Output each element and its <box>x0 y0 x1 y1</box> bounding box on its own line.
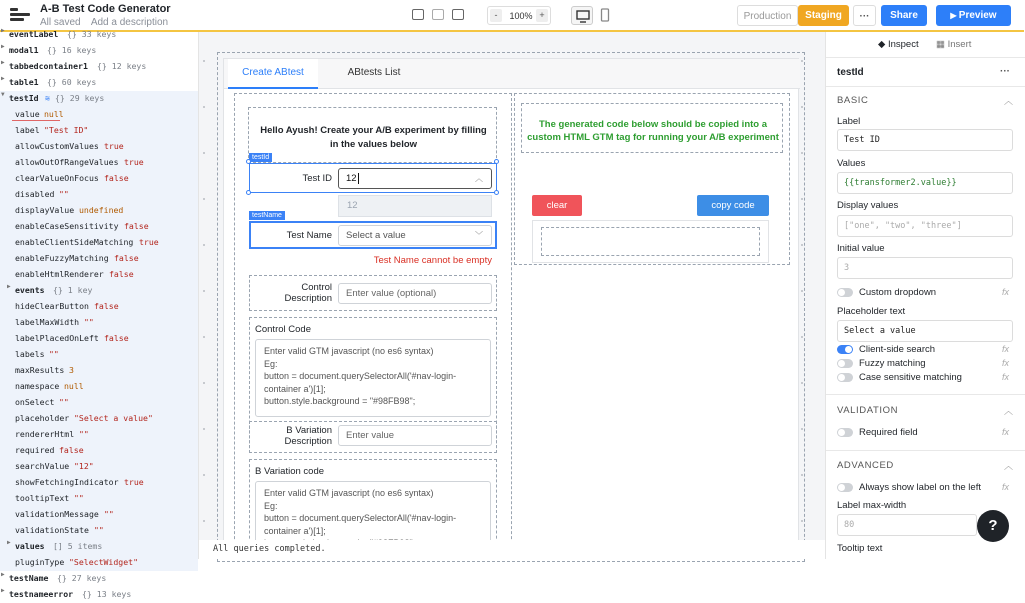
state-value: true <box>139 237 159 247</box>
state-row-allowCustomValues[interactable] <box>0 139 198 155</box>
state-row-eventLabel[interactable] <box>0 27 198 43</box>
state-value: true <box>124 477 144 487</box>
state-row-namespace[interactable] <box>0 379 198 395</box>
status-text: All queries completed. <box>213 544 326 554</box>
caret-right-icon[interactable]: ▶ <box>1 571 5 578</box>
advanced-section-title[interactable]: ADVANCED <box>837 460 894 471</box>
state-meta: {} 27 keys <box>57 573 107 583</box>
app-title[interactable]: A-B Test Code Generator <box>40 3 171 15</box>
state-value: true <box>124 157 144 167</box>
state-meta: {} 16 keys <box>47 45 97 55</box>
state-key: pluginType <box>15 557 65 567</box>
state-row-testName[interactable] <box>0 571 198 587</box>
state-row-searchValue[interactable] <box>0 459 198 475</box>
state-meta: [] 5 items <box>53 541 103 551</box>
state-value: false <box>59 445 84 455</box>
state-key: allowCustomValues <box>15 141 99 151</box>
state-value: "" <box>104 509 114 519</box>
clear-button[interactable]: clear <box>532 195 582 216</box>
fx-icon[interactable]: fx <box>1002 427 1010 437</box>
state-row-onSelect[interactable] <box>0 395 198 411</box>
highlight-underline <box>12 120 60 121</box>
fx-icon[interactable]: fx <box>1002 372 1010 382</box>
caret-right-icon[interactable]: ▶ <box>1 75 5 82</box>
state-key: maxResults <box>15 365 65 375</box>
state-key: table1 <box>9 77 39 87</box>
state-key: disabled <box>15 189 55 199</box>
generated-note: The generated code below should be copied into a custom HTML GTM tag for running your A/B experiment <box>527 119 779 143</box>
state-row-maxResults[interactable] <box>0 363 198 379</box>
preview-label: Preview <box>958 10 997 21</box>
state-value: "Test ID" <box>44 125 89 135</box>
bvar-desc-input[interactable]: Enter value <box>338 425 492 446</box>
fx-icon[interactable]: fx <box>1002 287 1010 297</box>
fx-icon[interactable]: fx <box>1002 482 1010 492</box>
resize-handle[interactable] <box>246 159 251 164</box>
status-bar <box>199 540 825 559</box>
state-value: false <box>114 253 139 263</box>
testname-select[interactable] <box>338 225 492 246</box>
testid-label: Test ID <box>302 173 332 184</box>
state-meta: {} 12 keys <box>97 61 147 71</box>
state-value: "" <box>84 317 94 327</box>
state-value: "" <box>59 189 69 199</box>
state-value: "Select a value" <box>74 413 153 423</box>
state-key: events <box>15 285 45 295</box>
state-row-labelMaxWidth[interactable] <box>0 315 198 331</box>
placeholder-text-label: Placeholder text <box>837 306 906 317</box>
tab-inspect[interactable] <box>878 39 919 50</box>
state-row-testId[interactable] <box>0 91 198 107</box>
component-menu-button[interactable]: ··· <box>1000 66 1010 77</box>
state-row-placeholder[interactable] <box>0 411 198 427</box>
toggle-bottom-panel-icon[interactable] <box>432 9 444 20</box>
state-key: enableFuzzyMatching <box>15 253 109 263</box>
zoom-out-button[interactable]: - <box>490 9 502 22</box>
state-key: testName <box>9 573 49 583</box>
label-max-width-input[interactable]: 80 <box>837 514 977 536</box>
state-row-value[interactable] <box>0 107 198 123</box>
display-values-input[interactable]: ["one", "two", "three"] <box>837 215 1013 237</box>
display-values-label: Display values <box>837 200 899 211</box>
zoom-control <box>487 6 551 25</box>
state-key: hideClearButton <box>15 301 89 311</box>
state-value: "" <box>94 525 104 535</box>
state-key: labelPlacedOnLeft <box>15 333 99 343</box>
fuzzy-matching-toggle[interactable] <box>837 359 853 368</box>
values-input[interactable]: {{transformer2.value}} <box>837 172 1013 194</box>
state-row-testnameerror[interactable] <box>0 587 198 603</box>
state-row-hideClearButton[interactable] <box>0 299 198 315</box>
state-value: true <box>104 141 124 151</box>
validation-section-title[interactable]: VALIDATION <box>837 405 899 416</box>
state-row-enableHtmlRenderer[interactable] <box>0 267 198 283</box>
divider <box>826 394 1025 395</box>
state-row-enableClientSideMatching[interactable] <box>0 235 198 251</box>
state-key: values <box>15 541 45 551</box>
state-row-allowOutOfRangeValues[interactable] <box>0 155 198 171</box>
testid-widget-tag[interactable]: testId <box>249 153 272 162</box>
chevron-down-icon: ﹀ <box>475 231 483 240</box>
component-name[interactable]: testId <box>837 67 864 78</box>
inspector-tabs <box>826 32 1025 58</box>
testname-label: Test Name <box>286 230 332 241</box>
state-meta: {} 29 keys <box>55 93 105 103</box>
state-key: enableHtmlRenderer <box>15 269 104 279</box>
state-row-disabled[interactable] <box>0 187 198 203</box>
state-key: clearValueOnFocus <box>15 173 99 183</box>
state-row-pluginType[interactable] <box>0 555 198 571</box>
toggle-left-panel-icon[interactable] <box>412 9 424 20</box>
control-desc-input[interactable]: Enter value (optional) <box>338 283 492 304</box>
state-key: onSelect <box>15 397 55 407</box>
state-value: false <box>104 173 129 183</box>
tab-insert-label: Insert <box>947 39 972 50</box>
state-row-events[interactable] <box>0 283 198 299</box>
always-show-label-toggle[interactable] <box>837 483 853 492</box>
layers-icon: ◆ <box>878 39 888 50</box>
state-key: validationState <box>15 525 89 535</box>
testid-select-value: 12 <box>346 173 357 184</box>
state-row-labelPlacedOnLeft[interactable] <box>0 331 198 347</box>
state-row-showFetchingIndicator[interactable] <box>0 475 198 491</box>
state-key: value <box>15 109 40 119</box>
required-field-toggle[interactable] <box>837 428 853 437</box>
state-key: testnameerror <box>9 589 74 599</box>
desktop-icon <box>572 7 594 26</box>
state-row-enableFuzzyMatching[interactable] <box>0 251 198 267</box>
state-key: tooltipText <box>15 493 70 503</box>
state-key: validationMessage <box>15 509 99 519</box>
testname-error-text: Test Name cannot be empty <box>373 255 492 266</box>
caret-down-icon[interactable]: ▼ <box>1 91 5 98</box>
state-row-values[interactable] <box>0 539 198 555</box>
mobile-icon <box>594 6 616 25</box>
grid-icon: ▦ <box>936 39 948 50</box>
control-code-label: Control Code <box>255 324 311 335</box>
state-row-clearValueOnFocus[interactable] <box>0 171 198 187</box>
tab-insert[interactable] <box>936 39 971 50</box>
label-input[interactable]: Test ID <box>837 129 1013 151</box>
resize-handle[interactable] <box>494 190 499 195</box>
save-status: All saved <box>40 17 81 28</box>
state-value: false <box>104 333 129 343</box>
add-description-link[interactable]: Add a description <box>90 17 169 28</box>
state-key: testId <box>9 93 39 103</box>
caret-right-icon[interactable]: ▶ <box>1 587 5 594</box>
state-key: showFetchingIndicator <box>15 477 119 487</box>
chevron-up-icon[interactable]: ︿ <box>1004 406 1014 416</box>
mobile-view-button[interactable] <box>594 6 616 25</box>
state-row-required[interactable] <box>0 443 198 459</box>
caret-right-icon[interactable]: ▶ <box>7 539 11 546</box>
state-value: "" <box>74 493 84 503</box>
case-sensitive-toggle[interactable] <box>837 373 853 382</box>
tab-bar <box>224 59 800 89</box>
state-row-tabbedcontainer1[interactable] <box>0 59 198 75</box>
state-value: null <box>44 109 64 119</box>
state-meta: {} 1 key <box>53 285 93 295</box>
state-row-label[interactable] <box>0 123 198 139</box>
tab-inspect-label: Inspect <box>887 39 919 50</box>
app-logo-icon[interactable] <box>10 8 30 24</box>
client-side-search-toggle[interactable] <box>837 345 853 354</box>
play-icon: ▶ <box>950 11 959 20</box>
state-row-table1[interactable] <box>0 75 198 91</box>
always-show-label-label: Always show label on the left <box>859 482 981 493</box>
basic-section-title[interactable]: BASIC <box>837 95 869 106</box>
chevron-up-icon[interactable]: ︿ <box>1004 96 1014 106</box>
state-value: undefined <box>79 205 124 215</box>
staging-env-button[interactable]: Staging <box>798 5 849 26</box>
zoom-in-button[interactable]: + <box>536 9 548 22</box>
bvar-desc-label: B Variation Description <box>284 425 332 447</box>
control-code-textarea[interactable]: Enter valid GTM javascript (no es6 syntax) Eg: button = document.querySelectorAll('#nav-login-container a')[1]; button.style.background = "#98FB98"; <box>255 339 491 417</box>
desktop-view-button[interactable] <box>571 6 593 25</box>
placeholder-input[interactable]: Select a value <box>837 320 1013 342</box>
state-row-enableCaseSensitivity[interactable] <box>0 219 198 235</box>
state-meta: {} 60 keys <box>47 77 97 87</box>
label-max-width-label: Label max-width <box>837 500 907 511</box>
client-side-search-label: Client-side search <box>859 344 936 355</box>
custom-dropdown-label: Custom dropdown <box>859 287 937 298</box>
initial-value-label: Initial value <box>837 243 885 254</box>
caret-right-icon[interactable]: ▶ <box>1 59 5 66</box>
caret-right-icon[interactable]: ▶ <box>1 43 5 50</box>
label-field-label: Label <box>837 116 861 127</box>
dropdown-option[interactable]: 12 <box>338 195 492 217</box>
control-desc-label: Control Description <box>284 282 332 304</box>
state-value: 3 <box>69 365 74 375</box>
required-field-label: Required field <box>859 427 918 438</box>
tooltip-text-label: Tooltip text <box>837 543 883 554</box>
state-row-validationMessage[interactable] <box>0 507 198 523</box>
copy-code-button[interactable]: copy code <box>697 195 769 216</box>
state-key: eventLabel <box>9 29 59 39</box>
intro-text: Hello Ayush! Create your A/B experiment by filling in the values below <box>260 125 487 150</box>
fx-icon[interactable]: fx <box>1002 344 1010 354</box>
tabbed-container <box>223 58 799 558</box>
state-value: false <box>94 301 119 311</box>
initial-value-input[interactable]: 3 <box>837 257 1013 279</box>
toggle-right-panel-icon[interactable] <box>452 9 464 20</box>
case-sensitive-label: Case sensitive matching <box>859 372 962 383</box>
state-key: searchValue <box>15 461 70 471</box>
state-key: allowOutOfRangeValues <box>15 157 119 167</box>
state-key: enableCaseSensitivity <box>15 221 119 231</box>
testname-widget-tag[interactable]: testName <box>249 211 285 220</box>
state-key: modal1 <box>9 45 39 55</box>
testid-select[interactable] <box>338 168 492 189</box>
state-row-rendererHtml[interactable] <box>0 427 198 443</box>
production-env-button[interactable]: Production <box>737 5 798 26</box>
editor-canvas[interactable] <box>199 32 825 559</box>
fx-icon[interactable]: fx <box>1002 358 1010 368</box>
state-row-displayValue[interactable] <box>0 203 198 219</box>
intro-text-frame <box>248 107 497 163</box>
fuzzy-matching-label: Fuzzy matching <box>859 358 926 369</box>
state-key: tabbedcontainer1 <box>9 61 88 71</box>
state-value: false <box>124 221 149 231</box>
state-value: "SelectWidget" <box>69 557 139 567</box>
tab-create-abtest[interactable]: Create ABtest <box>228 59 318 89</box>
state-row-tooltipText[interactable] <box>0 491 198 507</box>
bvar-code-textarea[interactable]: Enter valid GTM javascript (no es6 syntax) Eg: button = document.querySelectorAll('#nav-login-container a')[1]; <box>255 481 491 559</box>
zoom-level: 100% <box>509 11 533 21</box>
divider <box>826 86 1025 87</box>
generated-note-frame <box>521 103 783 153</box>
divider <box>826 450 1025 451</box>
tab-abtests-list[interactable]: ABtests List <box>347 67 401 78</box>
values-field-label: Values <box>837 158 866 169</box>
state-row-modal1[interactable] <box>0 43 198 59</box>
testname-placeholder: Select a value <box>346 230 406 241</box>
caret-right-icon[interactable]: ▶ <box>7 283 11 290</box>
state-key: required <box>15 445 55 455</box>
state-meta: {} 33 keys <box>67 29 117 39</box>
state-row-validationState[interactable] <box>0 523 198 539</box>
state-value: null <box>64 381 84 391</box>
generated-code-inner[interactable] <box>541 227 760 256</box>
wifi-icon: ≋ <box>45 93 50 103</box>
state-value: "12" <box>74 461 94 471</box>
state-key: placeholder <box>15 413 70 423</box>
state-value: false <box>109 269 134 279</box>
more-options-button[interactable]: ··· <box>853 5 876 26</box>
share-button[interactable]: Share <box>881 5 927 26</box>
resize-handle[interactable] <box>246 190 251 195</box>
state-value: "" <box>59 397 69 407</box>
preview-button[interactable] <box>936 5 1011 26</box>
state-key: labels <box>15 349 45 359</box>
chevron-up-icon[interactable]: ︿ <box>1004 461 1014 471</box>
state-value: "" <box>49 349 59 359</box>
caret-right-icon[interactable]: ▶ <box>1 27 5 34</box>
help-icon[interactable]: ? <box>977 510 1009 542</box>
generated-code-box <box>532 220 769 263</box>
chevron-up-icon: ︿ <box>475 174 483 183</box>
state-tree-panel <box>0 27 199 599</box>
custom-dropdown-toggle[interactable] <box>837 288 853 297</box>
state-key: enableClientSideMatching <box>15 237 134 247</box>
state-value: "" <box>79 429 89 439</box>
inspector-panel <box>825 32 1024 559</box>
state-meta: {} 13 keys <box>82 589 132 599</box>
state-key: displayValue <box>15 205 75 215</box>
state-key: namespace <box>15 381 60 391</box>
state-row-labels[interactable] <box>0 347 198 363</box>
state-key: label <box>15 125 40 135</box>
resize-handle[interactable] <box>494 159 499 164</box>
bvar-code-label: B Variation code <box>255 466 325 477</box>
state-key: labelMaxWidth <box>15 317 80 327</box>
state-key: rendererHtml <box>15 429 75 439</box>
